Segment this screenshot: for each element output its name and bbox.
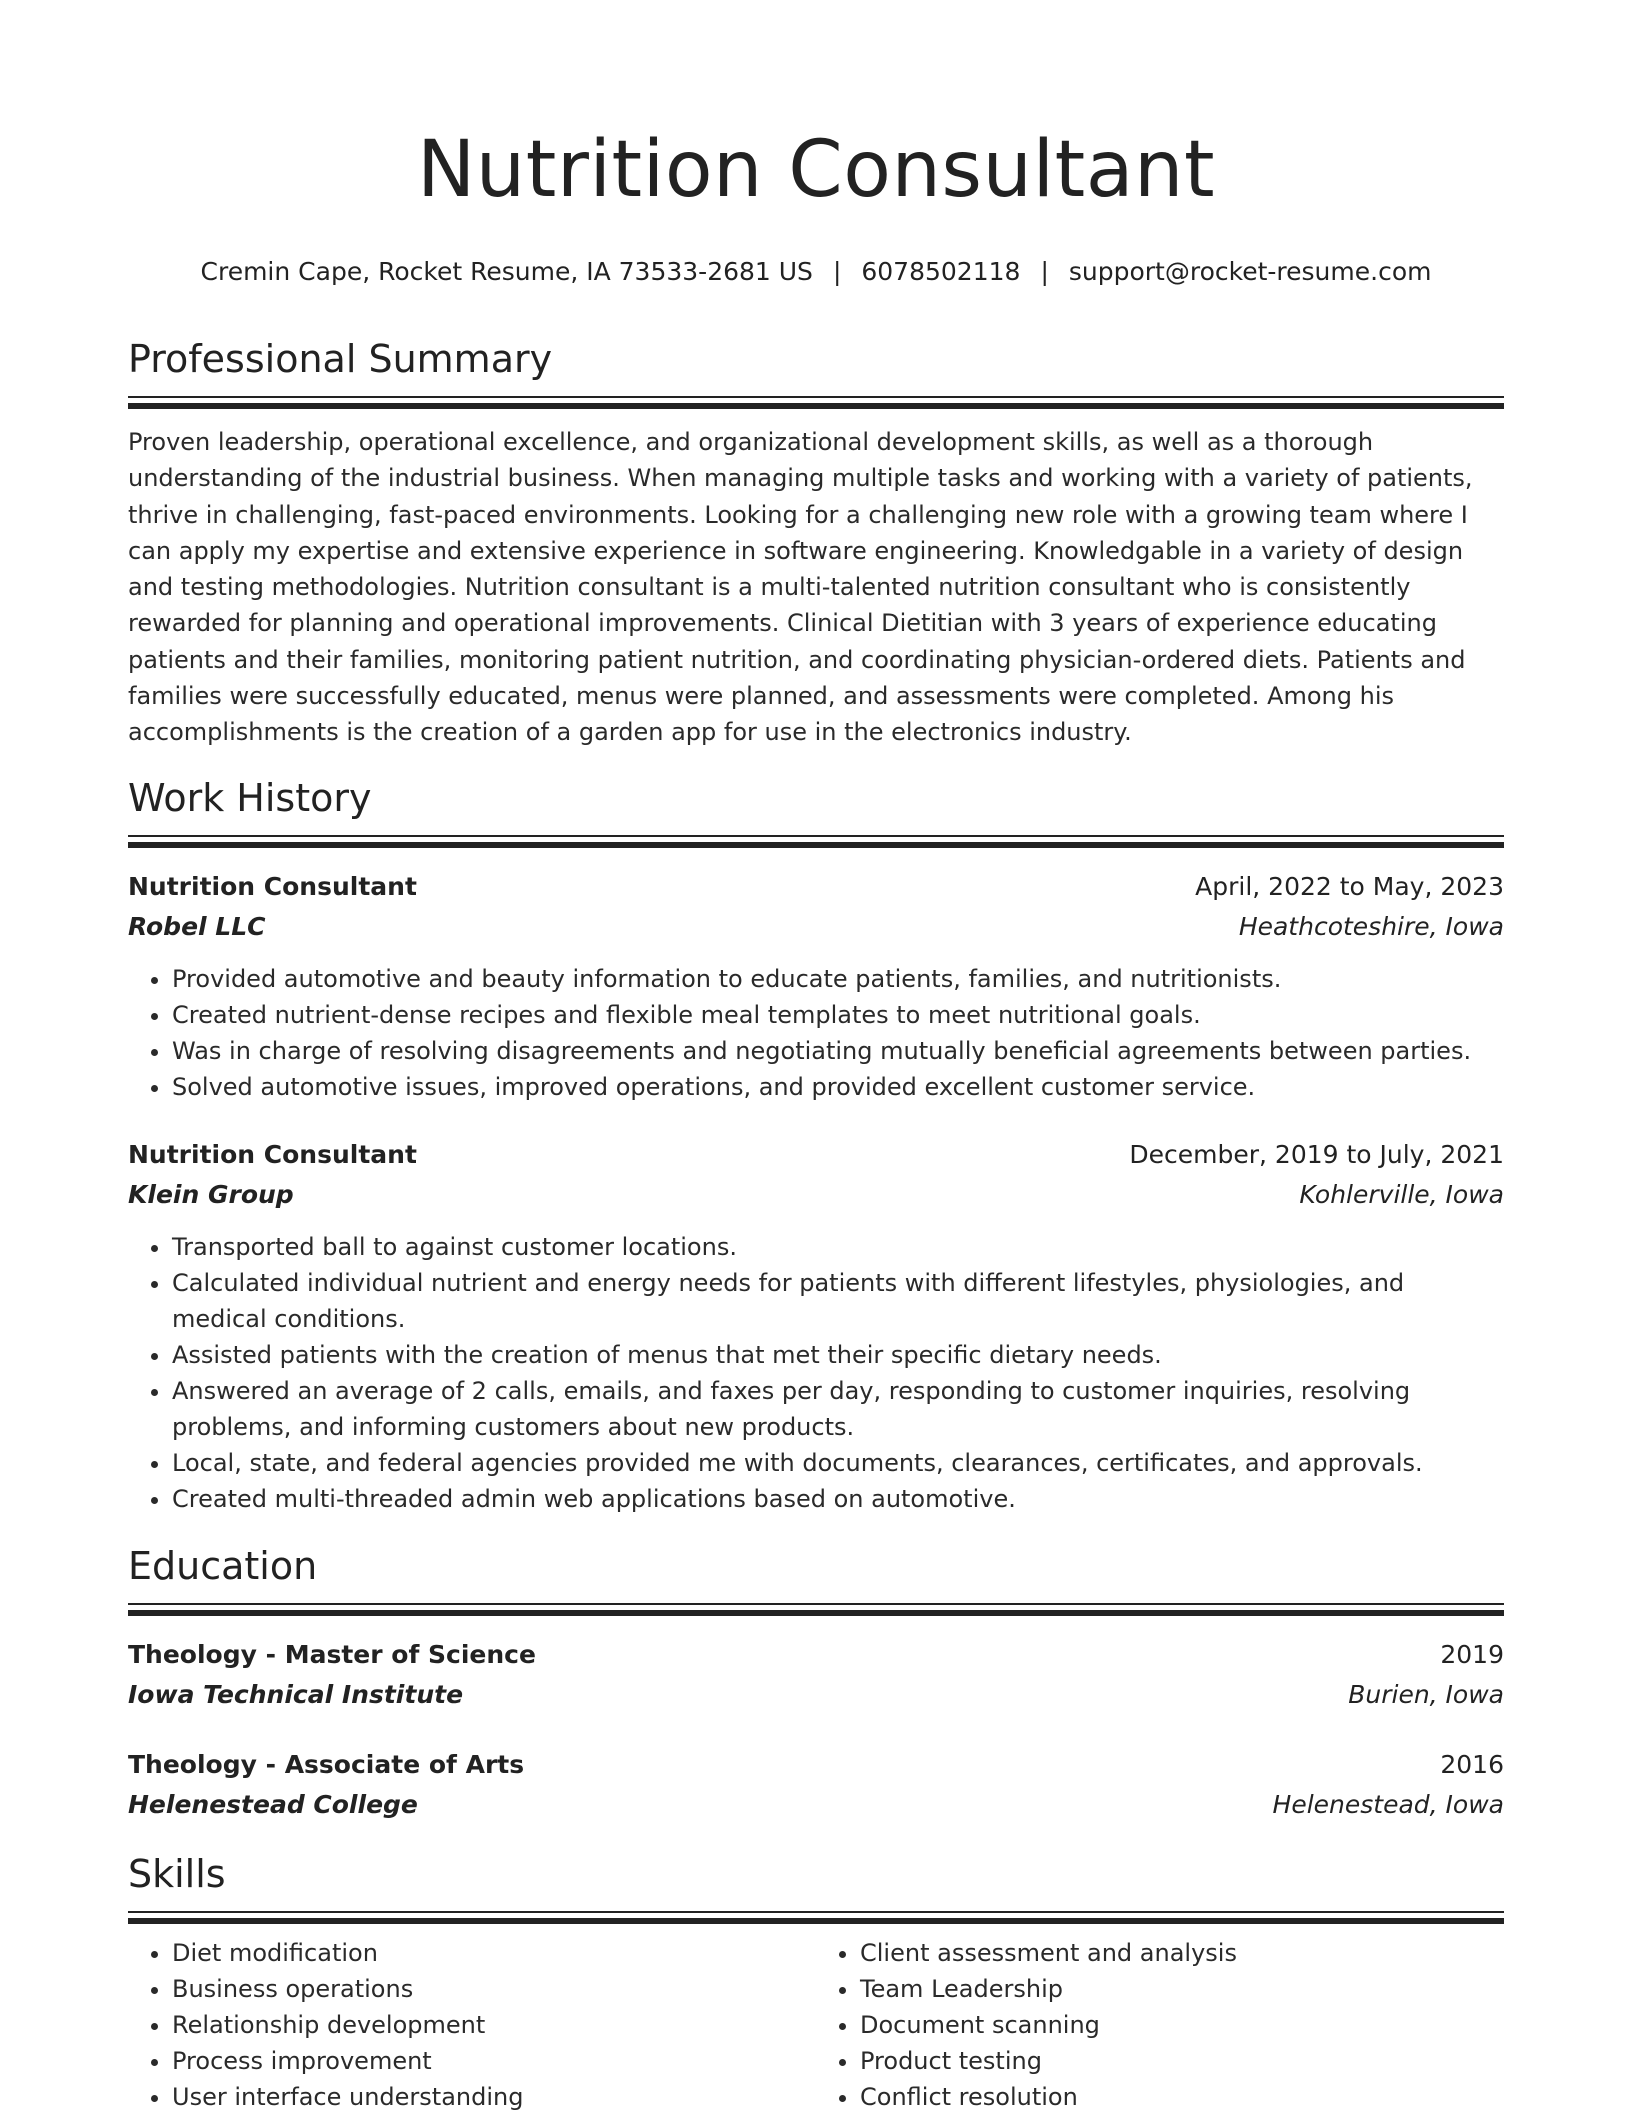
skills-section (128, 1849, 1504, 2115)
skill-item: • Conflict resolution (860, 2079, 1504, 2115)
job-bullet: • Calculated individual nutrient and energy needs for patients with different lifestyles, physiologies, and medical conditions. (172, 1265, 1504, 1337)
education-location: Burien, Iowa (1348, 1679, 1504, 1709)
skill-item: • Team Leadership (860, 1971, 1504, 2007)
job-title: Nutrition Consultant (128, 1139, 417, 1169)
skill-item: • User interface understanding (172, 2079, 816, 2115)
section-divider (128, 1911, 1504, 1925)
job-bullet: • Local, state, and federal agencies provided me with documents, clearances, certificates, and approvals. (172, 1445, 1504, 1481)
job-bullet: • Transported ball to against customer locations. (172, 1229, 1504, 1265)
contact-email: support@rocket-resume.com (1068, 257, 1432, 286)
contact-phone: 6078502118 (861, 257, 1021, 286)
skills-columns (128, 1935, 1504, 2115)
section-title-skills: Skills (128, 1851, 226, 1896)
summary-section (128, 334, 1504, 751)
job-dates: December, 2019 to July, 2021 (1129, 1139, 1504, 1169)
skill-item: • Process improvement (172, 2043, 816, 2079)
job-bullets (128, 961, 1504, 1105)
summary-text: Proven leadership, operational excellence, and organizational development skills, as well as a thorough understanding of the industrial business. When managing multiple tasks and working with a variety of patients, thrive in challenging, fast-paced environments. Looking for a challenging new role with a growing team where I can apply my expertise and extensive experience in software engineering. Knowledgable in a variety of design and testing methodologies. Nutrition consultant is a multi-talented nutrition consultant who is consistently rewarded for planning and operational improvements. Clinical Dietitian with 3 years of experience educating patients and their families, monitoring patient nutrition, and coordinating physician-ordered diets. Patients and families were successfully educated, menus were planned, and assessments were completed. Among his accomplishments is the creation of a garden app for use in the electronics industry. (128, 428, 1473, 747)
job-location: Kohlerville, Iowa (1299, 1179, 1504, 1209)
job-header (128, 1135, 1504, 1175)
job-entry (128, 867, 1504, 1105)
skills-list-right (816, 1935, 1504, 2115)
skill-item: • Document scanning (860, 2007, 1504, 2043)
contact-address: Cremin Cape, Rocket Resume, IA 73533-2681 US (200, 257, 813, 286)
contact-separator: | (832, 257, 842, 286)
education-entry (128, 1745, 1504, 1825)
education-subheader (128, 1675, 1504, 1715)
job-title: Nutrition Consultant (128, 871, 417, 901)
education-degree: Theology - Associate of Arts (128, 1749, 525, 1779)
job-bullet: • Created nutrient-dense recipes and flexible meal templates to meet nutritional goals. (172, 997, 1504, 1033)
job-bullets (128, 1229, 1504, 1517)
job-dates: April, 2022 to May, 2023 (1195, 871, 1504, 901)
job-location: Heathcoteshire, Iowa (1238, 911, 1504, 941)
skill-item: • Relationship development (172, 2007, 816, 2043)
job-subheader (128, 907, 1504, 947)
education-subheader (128, 1785, 1504, 1825)
section-divider (128, 1603, 1504, 1617)
skill-item: • Client assessment and analysis (860, 1935, 1504, 1971)
job-subheader (128, 1175, 1504, 1215)
resume-name: Nutrition Consultant (416, 125, 1216, 215)
section-title-summary: Professional Summary (128, 337, 553, 381)
job-bullet: • Created multi-threaded admin web applications based on automotive. (172, 1481, 1504, 1517)
education-section (128, 1541, 1504, 1825)
contact-line (128, 254, 1504, 290)
education-year: 2019 (1440, 1639, 1504, 1669)
skill-item: • Business operations (172, 1971, 816, 2007)
job-company: Klein Group (128, 1179, 294, 1209)
education-school: Iowa Technical Institute (128, 1679, 464, 1709)
section-divider (128, 835, 1504, 849)
job-header (128, 867, 1504, 907)
education-location: Helenestead, Iowa (1272, 1789, 1504, 1819)
education-header (128, 1745, 1504, 1785)
job-company: Robel LLC (128, 911, 266, 941)
section-title-work-history: Work History (128, 775, 372, 820)
job-bullet: • Was in charge of resolving disagreements and negotiating mutually beneficial agreements between parties. (172, 1033, 1504, 1069)
job-bullet: • Solved automotive issues, improved operations, and provided excellent customer service. (172, 1069, 1504, 1105)
job-bullet: • Provided automotive and beauty information to educate patients, families, and nutritionists. (172, 961, 1504, 997)
section-divider (128, 396, 1504, 410)
education-degree: Theology - Master of Science (128, 1639, 536, 1669)
skills-list-left (128, 1935, 816, 2115)
education-entry (128, 1635, 1504, 1715)
section-title-education: Education (128, 1543, 318, 1588)
education-year: 2016 (1440, 1749, 1504, 1779)
job-entry (128, 1135, 1504, 1517)
education-school: Helenestead College (128, 1789, 418, 1819)
skill-item: • Diet modification (172, 1935, 816, 1971)
work-history-section (128, 773, 1504, 1517)
education-header (128, 1635, 1504, 1675)
job-bullet: • Assisted patients with the creation of menus that met their specific dietary needs. (172, 1337, 1504, 1373)
skill-item: • Product testing (860, 2043, 1504, 2079)
contact-separator: | (1040, 257, 1049, 286)
job-bullet: • Answered an average of 2 calls, emails, and faxes per day, responding to customer inquiries, resolving problems, and informing customers about new products. (172, 1373, 1504, 1445)
